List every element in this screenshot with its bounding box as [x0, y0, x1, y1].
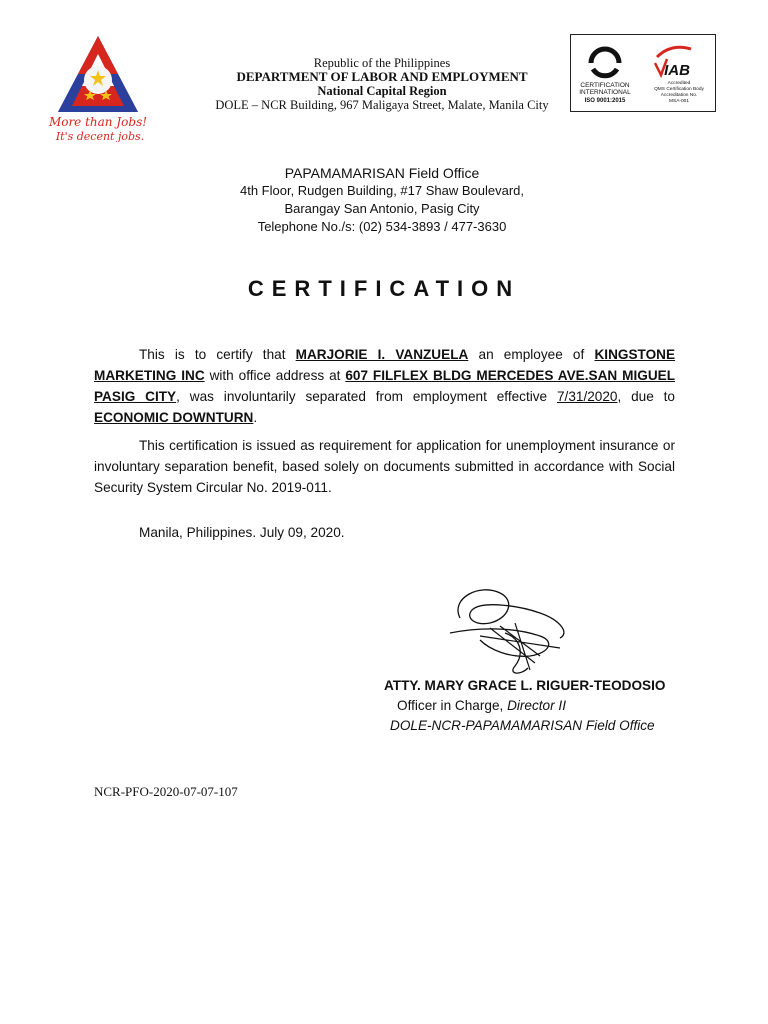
iso-text-1: CERTIFICATION [580, 82, 630, 89]
dole-logo [28, 30, 168, 142]
handwritten-signature [420, 578, 590, 678]
p2-text: This certification is issued as requirement for application for unemployment insurance or involuntary separation benefit, based solely on documents submitted in accordance with Social Security System Circular No. 2019-011. [94, 438, 675, 495]
document-title: CERTIFICATION [247, 276, 521, 301]
p1-text-3: with office address at [209, 368, 341, 383]
p1-text-5: , due to [617, 389, 675, 404]
field-office-address-2: Barangay San Antonio, Pasig City [284, 201, 480, 216]
iab-mark: IAB [664, 62, 690, 79]
employer-name: KINGSTONE MARKETING INC [94, 347, 676, 383]
effective-date: 7/31/2020 [556, 389, 618, 404]
iab-text-4: MSA-001 [669, 99, 689, 104]
p1-text-6: . [253, 410, 258, 425]
region-name: National Capital Region [317, 84, 447, 98]
logo-tagline-2: It's decent jobs. [55, 130, 145, 142]
certification-badges [570, 34, 716, 112]
position-prefix: Officer in Charge, [397, 698, 504, 713]
certification-paragraph [94, 344, 675, 428]
signatory-position [384, 696, 684, 716]
signatory-block [384, 676, 684, 736]
employee-name: MARJORIE I. VANZUELA [295, 347, 469, 362]
iab-accreditation-logo [654, 47, 704, 104]
position-title: Director II [507, 698, 566, 713]
iab-text-3: Accreditation No. [660, 93, 698, 98]
iab-text-2: QMS Certification Body [654, 87, 704, 92]
p1-text-1: This is to certify that [139, 347, 286, 362]
p1-text-4: , was involuntarily separated from employment effective [176, 389, 548, 404]
reference-number: NCR-PFO-2020-07-07-107 [94, 784, 238, 799]
iso-text-3: ISO 9001:2015 [584, 98, 626, 104]
separation-reason: ECONOMIC DOWNTURN [94, 410, 254, 425]
iab-text-1: Accredited [667, 81, 691, 86]
iso-certification-logo [579, 49, 631, 104]
office-address: 607 FILFLEX BLDG MERCEDES AVE.SAN MIGUEL PASIG CITY [94, 368, 676, 404]
field-office-block [180, 164, 584, 236]
department-address: DOLE – NCR Building, 967 Maligaya Street, Malate, Manila City [215, 98, 549, 112]
date-line: Manila, Philippines. July 09, 2020. [139, 525, 345, 540]
iso-text-2: INTERNATIONAL [579, 89, 631, 96]
signatory-office: DOLE-NCR-PAPAMAMARISAN Field Office [390, 718, 655, 733]
p1-text-2: an employee of [478, 347, 585, 362]
field-office-name: PAPAMAMARISAN Field Office [284, 165, 480, 181]
signatory-name: ATTY. MARY GRACE L. RIGUER-TEODOSIO [384, 678, 666, 693]
purpose-paragraph [94, 435, 675, 498]
field-office-telephone: Telephone No./s: (02) 534-3893 / 477-3630 [257, 219, 507, 234]
letterhead [180, 56, 584, 112]
field-office-address-1: 4th Floor, Rudgen Building, #17 Shaw Boulevard, [239, 183, 525, 198]
logo-tagline-1: More than Jobs! [48, 115, 148, 129]
republic-line: Republic of the Philippines [313, 56, 451, 70]
department-name: DEPARTMENT OF LABOR AND EMPLOYMENT [236, 69, 528, 84]
